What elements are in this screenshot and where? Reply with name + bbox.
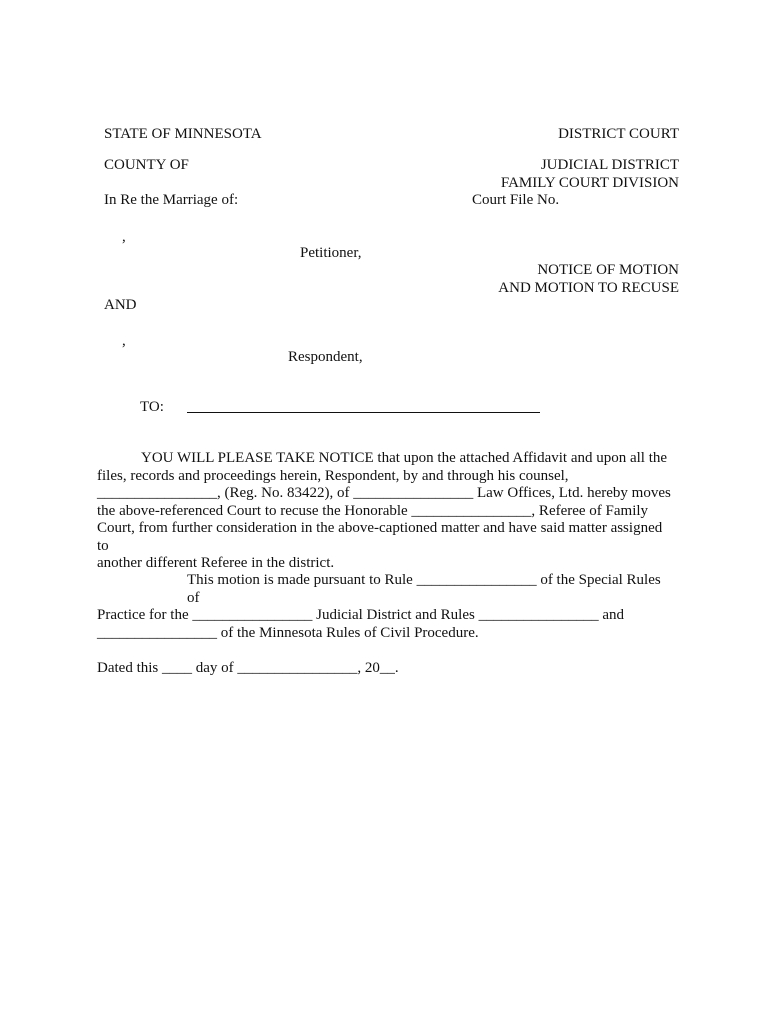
to-blank-line	[187, 412, 540, 413]
county-heading: COUNTY OF	[104, 157, 189, 173]
notice-paragraph	[97, 450, 672, 573]
court-heading: DISTRICT COURT	[558, 126, 679, 142]
motion-line: ________________ of the Minnesota Rules of Civil Procedure.	[97, 624, 479, 641]
motion-line: Practice for the ________________ Judicial District and Rules ________________ and	[97, 607, 624, 623]
petitioner-comma: ,	[122, 229, 126, 245]
judicial-district-heading: JUDICIAL DISTRICT	[540, 157, 679, 173]
notice-line: another different Referee in the district.	[97, 555, 335, 571]
dated-line: Dated this ____ day of ________________, 20__.	[97, 660, 399, 676]
notice-line: YOU WILL PLEASE TAKE NOTICE that upon the attached Affidavit and upon all the	[141, 450, 668, 466]
notice-line: ________________, (Reg. No. 83422), of ________________ Law Offices, Ltd. hereby moves	[97, 485, 671, 501]
respondent-comma: ,	[122, 333, 126, 349]
and-label: AND	[104, 297, 137, 313]
to-label: TO:	[140, 399, 164, 415]
document-title-line1: NOTICE OF MOTION	[537, 262, 679, 278]
motion-line: This motion is made pursuant to Rule ________________ of the Special Rules of	[187, 572, 661, 606]
respondent-label: Respondent,	[288, 349, 363, 365]
notice-line: Court, from further consideration in the above-captioned matter and have said matter assigned to	[97, 520, 663, 554]
notice-line: the above-referenced Court to recuse the Honorable ________________, Referee of Family	[97, 502, 649, 519]
notice-line: files, records and proceedings herein, Respondent, by and through his counsel,	[97, 467, 569, 484]
state-heading: STATE OF MINNESOTA	[104, 126, 262, 142]
motion-paragraph	[97, 572, 672, 642]
petitioner-label: Petitioner,	[300, 245, 362, 261]
court-file-label: Court File No.	[472, 192, 560, 208]
in-re-label: In Re the Marriage of:	[104, 192, 239, 208]
document-title-line2: AND MOTION TO RECUSE	[498, 280, 679, 296]
division-heading: FAMILY COURT DIVISION	[500, 175, 679, 191]
